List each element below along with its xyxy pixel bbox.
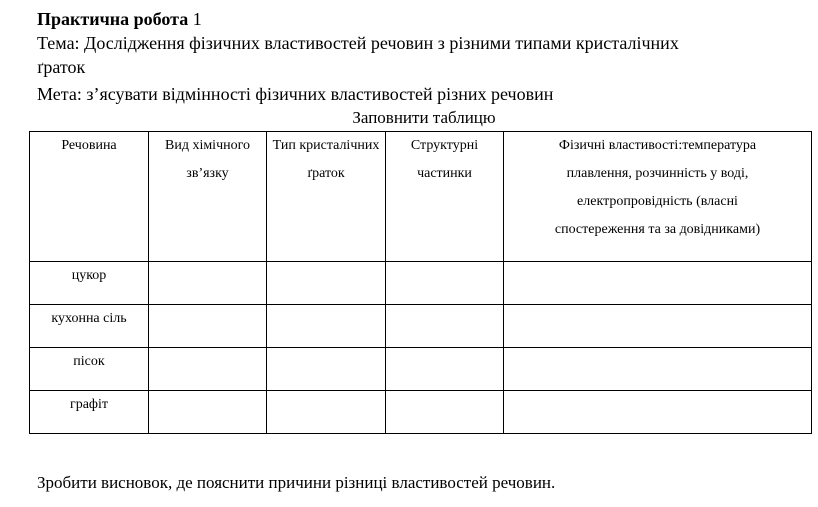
table-row <box>30 391 812 434</box>
cell-substance: графіт <box>30 391 149 434</box>
table-cell <box>267 391 386 434</box>
table-header-row <box>30 132 812 262</box>
table-row <box>30 305 812 348</box>
document-title <box>37 8 202 30</box>
table-cell <box>267 348 386 391</box>
table-cell <box>267 305 386 348</box>
cell-substance: пісок <box>30 348 149 391</box>
table-cell <box>386 348 504 391</box>
goal-line: Мета: з’ясувати відмінності фізичних властивостей різних речовин <box>37 84 554 104</box>
header-lattice-type <box>267 132 386 262</box>
header-bond-type <box>149 132 267 262</box>
table-cell <box>504 348 812 391</box>
topic-line-1: Тема: Дослідження фізичних властивостей речовин з різними типами кристалічних <box>37 33 679 53</box>
title-number: 1 <box>188 9 202 29</box>
conclusion-line: Зробити висновок, де пояснити причини різниці властивостей речовин. <box>37 473 556 492</box>
table-row <box>30 348 812 391</box>
header-physical-properties-label: Фізичні властивості:температура плавлення, розчинність у воді, електропровідність (власні спостереження та за довідниками) <box>554 138 761 237</box>
header-structural-particles-label: Структурні частинки <box>410 138 479 181</box>
table-cell <box>504 305 812 348</box>
cell-substance: цукор <box>30 262 149 305</box>
cell-substance: кухонна сіль <box>30 305 149 348</box>
instruction-line: Заповнити таблицю <box>352 108 496 127</box>
table-cell <box>386 262 504 305</box>
table-row <box>30 262 812 305</box>
header-substance-label: Речовина <box>61 138 117 153</box>
table-cell <box>149 391 267 434</box>
header-bond-type-label: Вид хімічного зв’язку <box>164 138 251 181</box>
table-cell <box>504 262 812 305</box>
table-cell <box>386 305 504 348</box>
header-physical-properties <box>504 132 812 262</box>
table-cell <box>149 305 267 348</box>
table-cell <box>386 391 504 434</box>
table-cell <box>149 348 267 391</box>
table-cell <box>149 262 267 305</box>
header-substance <box>30 132 149 262</box>
title-bold-text: Практична робота <box>37 9 189 29</box>
properties-table <box>29 131 812 434</box>
header-structural-particles <box>386 132 504 262</box>
table-cell <box>504 391 812 434</box>
header-lattice-type-label: Тип кристалічних ґраток <box>272 138 380 181</box>
topic-line-2: ґраток <box>37 57 86 77</box>
table-cell <box>267 262 386 305</box>
